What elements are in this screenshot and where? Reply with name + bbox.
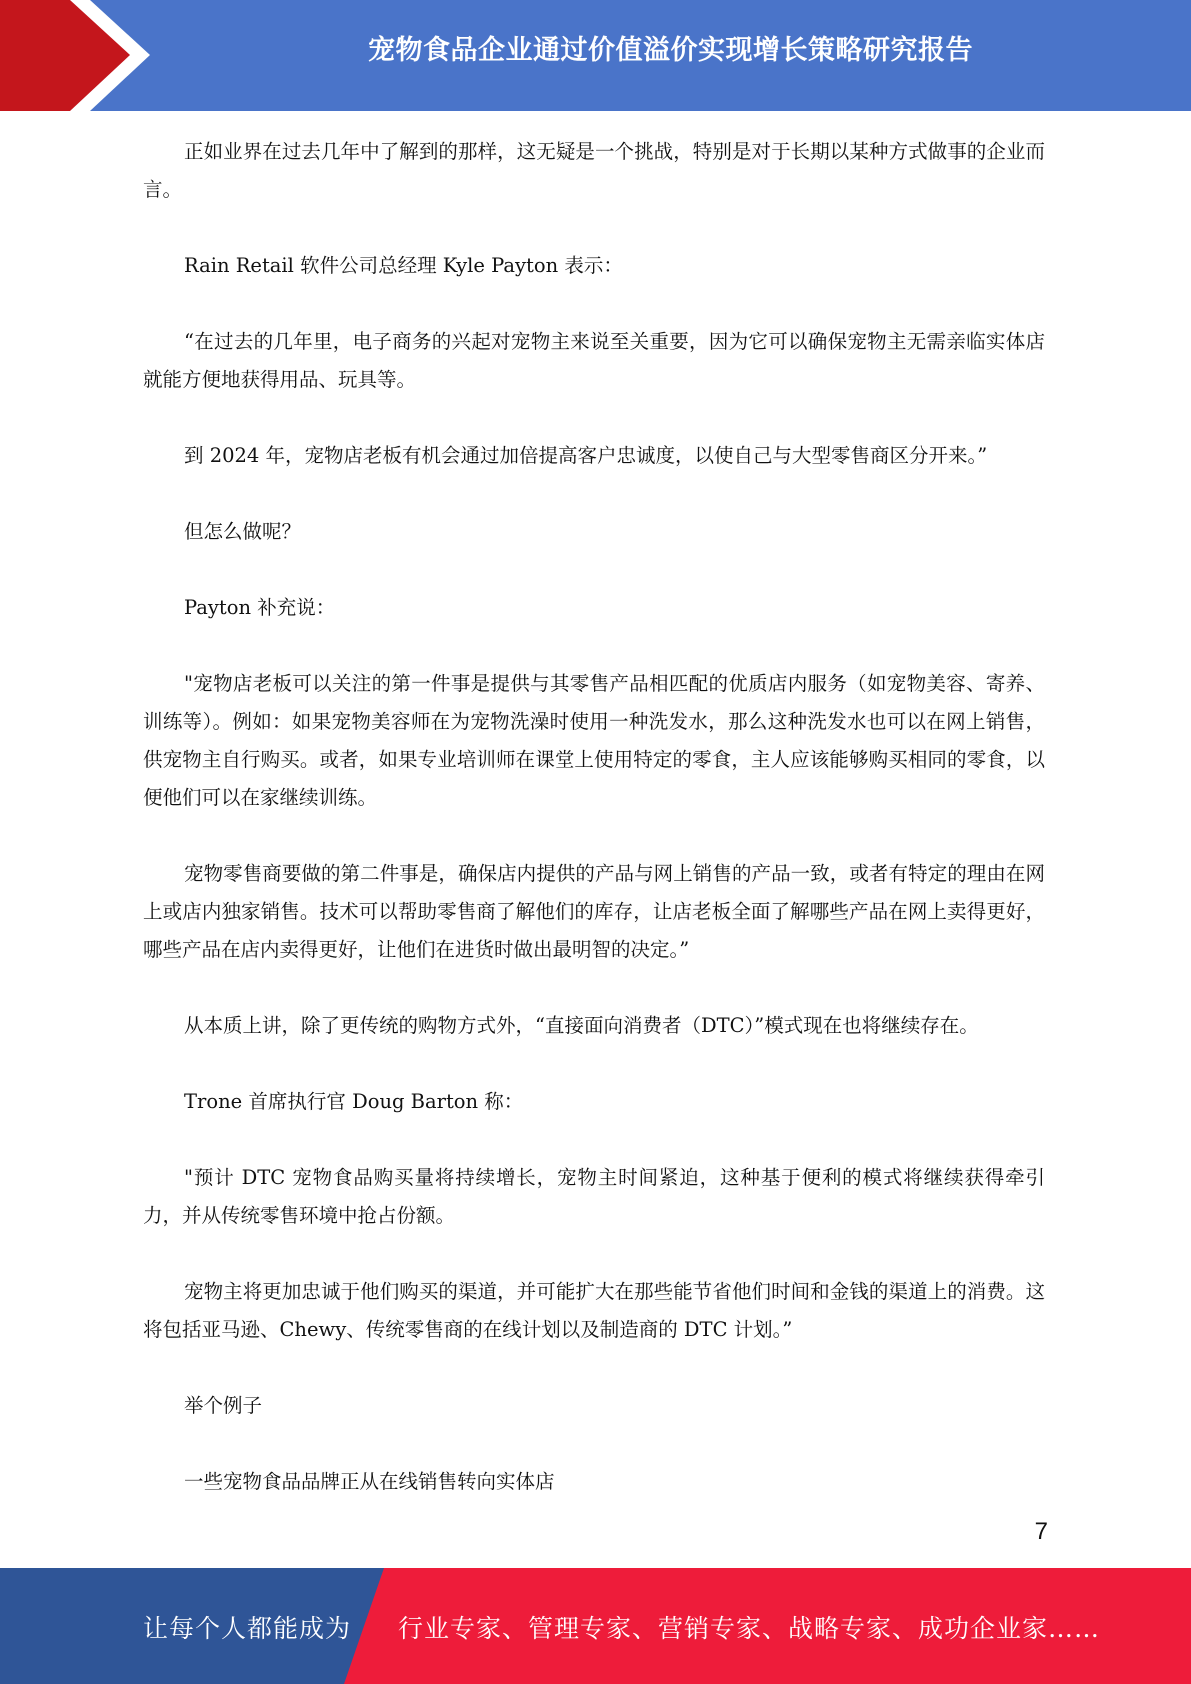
paragraph: “在过去的几年里，电子商务的兴起对宠物主来说至关重要，因为它可以确保宠物主无需亲临实体店就能方便地获得用品、玩具等。: [143, 330, 1045, 391]
paragraph: "宠物店老板可以关注的第一件事是提供与其零售产品相匹配的优质店内服务（如宠物美容、寄养、训练等）。例如：如果宠物美容师在为宠物洗澡时使用一种洗发水，那么这种洗发水也可以在网上销售，供宠物主自行购买。或者，如果专业培训师在课堂上使用特定的零食，主人应该能够购买相同的零食，以便他们可以在家继续训练。: [143, 672, 1045, 809]
page-number: 7: [1034, 1518, 1048, 1545]
paragraph: 从本质上讲，除了更传统的购物方式外，“直接面向消费者（DTC）”模式现在也将继续存在。: [184, 1014, 979, 1037]
paragraph: "预计 DTC 宠物食品购买量将持续增长，宠物主时间紧迫，这种基于便利的模式将继续获得牵引力，并从传统零售环境中抢占份额。: [143, 1166, 1045, 1227]
paragraph: 正如业界在过去几年中了解到的那样，这无疑是一个挑战，特别是对于长期以某种方式做事的企业而言。: [143, 140, 1045, 201]
report-title: 宠物食品企业通过价值溢价实现增长策略研究报告: [368, 35, 973, 66]
paragraph: 一些宠物食品品牌正从在线销售转向实体店: [184, 1470, 555, 1493]
page-footer: [0, 1568, 1191, 1684]
footer-slogan-left: 让每个人都能成为: [143, 1614, 352, 1643]
body-text: [143, 133, 1045, 1539]
paragraph: 举个例子: [184, 1394, 263, 1417]
paragraph: Rain Retail 软件公司总经理 Kyle Payton 表示：: [184, 254, 623, 277]
paragraph: 到 2024 年，宠物店老板有机会通过加倍提高客户忠诚度，以使自己与大型零售商区分开来。”: [184, 444, 988, 467]
paragraph: Trone 首席执行官 Doug Barton 称：: [184, 1090, 524, 1113]
page-header: [0, 0, 1191, 111]
paragraph: 宠物主将更加忠诚于他们购买的渠道，并可能扩大在那些能节省他们时间和金钱的渠道上的消费。这将包括亚马逊、Chewy、传统零售商的在线计划以及制造商的 DTC 计划。”: [143, 1280, 1045, 1341]
paragraph: 但怎么做呢？: [184, 520, 302, 543]
paragraph: Payton 补充说：: [184, 596, 336, 619]
footer-slogan-right: 行业专家、管理专家、营销专家、战略专家、成功企业家……: [398, 1614, 1101, 1643]
paragraph: 宠物零售商要做的第二件事是，确保店内提供的产品与网上销售的产品一致，或者有特定的理由在网上或店内独家销售。技术可以帮助零售商了解他们的库存，让店老板全面了解哪些产品在网上卖得更好，哪些产品在店内卖得更好，让他们在进货时做出最明智的决定。”: [143, 862, 1045, 961]
